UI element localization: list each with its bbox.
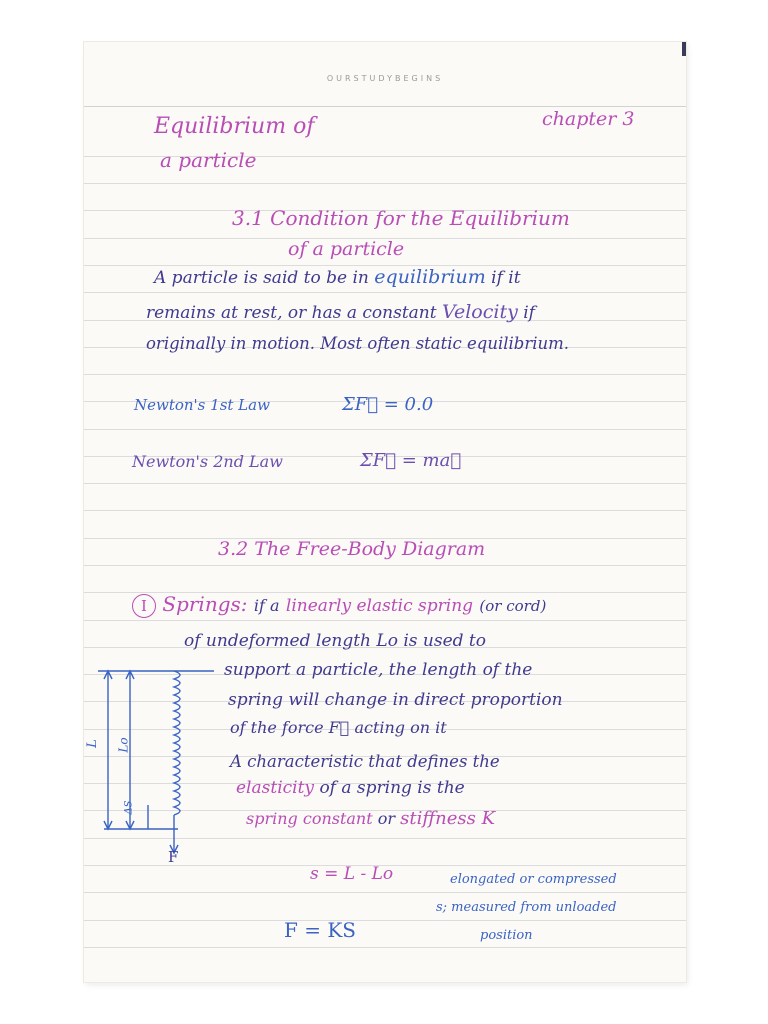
keyword-equilibrium: equilibrium (374, 266, 486, 288)
ruled-line (84, 106, 686, 107)
keyword-elasticity: elasticity (236, 778, 315, 798)
springs-text: if a (253, 596, 280, 615)
ruled-line (84, 892, 686, 893)
newton-second-law-equation: ΣF⃗ = ma⃗ (360, 450, 462, 471)
springs-text: or (377, 809, 396, 828)
paragraph-line-3: originally in motion. Most often static equilibrium. (146, 334, 570, 353)
para-text: if it (491, 268, 521, 288)
ruled-line (84, 483, 686, 484)
springs-text: of a spring is the (319, 778, 465, 798)
notebook-brand: OURSTUDYBEGINS (326, 74, 444, 83)
section-heading-3-2: 3.2 The Free-Body Diagram (218, 538, 486, 560)
ruled-line (84, 920, 686, 921)
page-title-line1: Equilibrium of (154, 114, 315, 139)
chapter-label: chapter 3 (542, 108, 635, 130)
label-l: L (84, 739, 100, 748)
para-text: if (523, 303, 535, 323)
newton-first-law-label: Newton's 1st Law (134, 396, 270, 414)
note-line-1: elongated or compressed (450, 872, 617, 887)
keyword-velocity: Velocity (441, 301, 518, 323)
paragraph-line-1 (154, 266, 521, 288)
ruled-line (84, 374, 686, 375)
ruled-line (84, 565, 686, 566)
ruled-line (84, 183, 686, 184)
section-heading-3-1: 3.1 Condition for the Equilibrium (232, 206, 570, 230)
ruled-line (84, 947, 686, 948)
springs-line-8 (246, 808, 495, 829)
keyword-spring-constant: spring constant (246, 809, 373, 828)
label-lo: Lo (116, 737, 131, 753)
spring-coil (174, 671, 180, 815)
keyword-linear-spring: linearly elastic spring (285, 596, 474, 616)
newton-second-law-label: Newton's 2nd Law (132, 452, 283, 471)
label-delta-s: ΔS (123, 800, 135, 815)
formula-s: s = L - Lo (310, 864, 394, 884)
label-force: F (168, 848, 179, 866)
newton-first-law-equation: ΣF⃗ = 0.0 (342, 394, 434, 415)
springs-line-6: A characteristic that defines the (230, 752, 500, 771)
note-line-2: s; measured from unloaded (436, 900, 617, 915)
springs-text: (or cord) (479, 597, 547, 615)
springs-line-4: spring will change in direct proportion (228, 690, 563, 710)
spring-diagram (94, 657, 214, 857)
page-edge-mark (682, 42, 686, 56)
springs-line-5: of the force F⃗ acting on it (230, 718, 447, 737)
formula-hooke: F = KS (284, 918, 356, 942)
page-title-line2: a particle (160, 148, 257, 172)
section-heading-3-1-cont: of a particle (288, 238, 405, 260)
springs-title: Springs: (162, 592, 248, 616)
ruled-line (84, 429, 686, 430)
ruled-line (84, 620, 686, 621)
paragraph-line-2 (146, 301, 535, 323)
springs-line-3: support a particle, the length of the (224, 660, 533, 680)
notebook-page (84, 42, 686, 982)
ruled-line (84, 292, 686, 293)
item-number-badge: I (132, 594, 156, 618)
springs-heading (132, 592, 546, 618)
para-text: remains at rest, or has a constant (146, 303, 437, 323)
keyword-stiffness: stiffness K (400, 808, 496, 829)
ruled-line (84, 510, 686, 511)
para-text: A particle is said to be in (154, 268, 369, 288)
springs-line-2: of undeformed length Lo is used to (184, 631, 486, 651)
note-line-3: position (480, 928, 533, 943)
springs-line-7 (236, 778, 465, 798)
